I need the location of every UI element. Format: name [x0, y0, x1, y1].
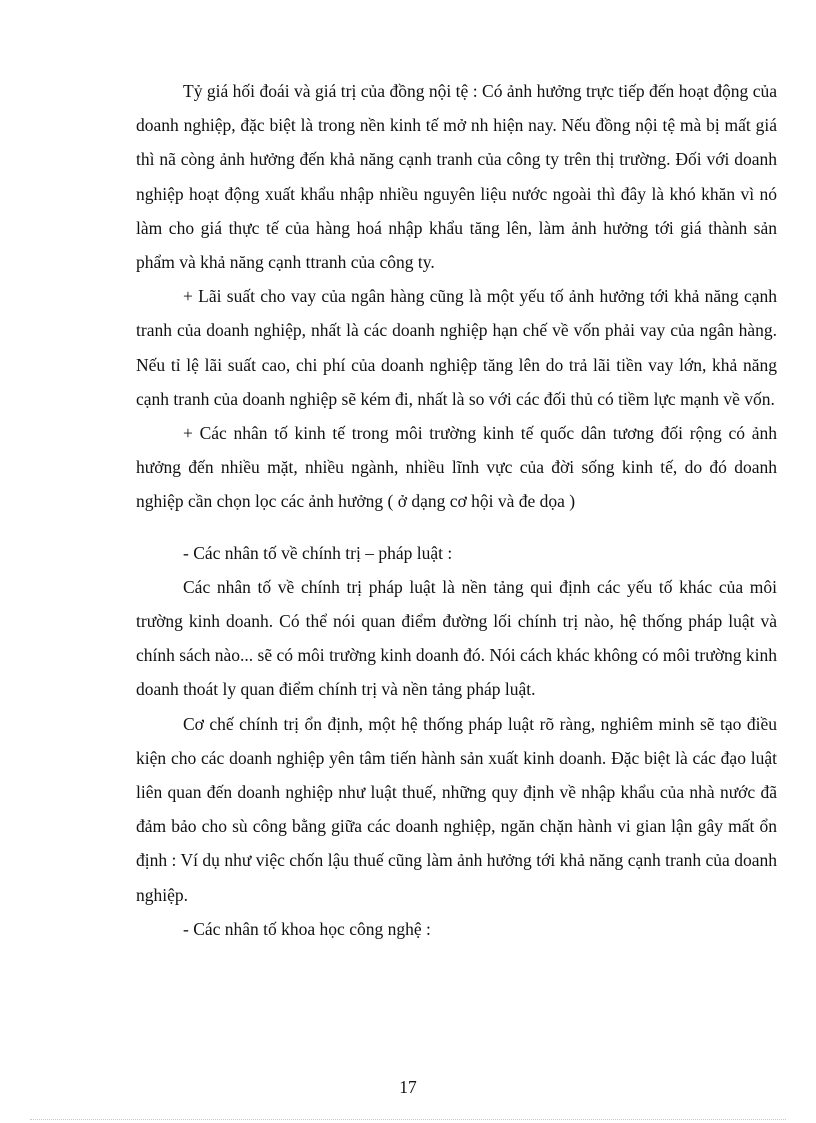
paragraph-exchange-rate: Tỷ giá hối đoái và giá trị của đồng nội tệ : Có ảnh hưởng trực tiếp đến hoạt động của doanh nghiệp, đặc biệt là trong nền kinh tế mở nh hiện nay. Nếu đồng nội tệ mà bị mất giá thì nã còng ảnh hưởng đến khả năng cạnh tranh của công ty trên thị trường. Đối với doanh nghiệp hoạt động xuất khẩu nhập nhiều nguyên liệu nước ngoài thì đây là khó khăn vì nó làm cho giá thực tế của hàng hoá nhập khẩu tăng lên, làm ảnh hưởng tới giá thành sản phẩm và khả năng cạnh ttranh của công ty. — [136, 81, 777, 273]
section-heading-politics-law: - Các nhân tố về chính trị – pháp luật : — [183, 542, 453, 563]
page-number: 17 — [399, 1077, 417, 1097]
paragraph-political-stability: Cơ chế chính trị ổn định, một hệ thống pháp luật rõ ràng, nghiêm minh sẽ tạo điều kiện cho các doanh nghiệp yên tâm tiến hành sản xuất kinh doanh. Đặc biệt là các đạo luật liên quan đến doanh nghiệp như luật thuế, những quy định về nhập khẩu của nhà nước đã đảm bảo cho sù công bằng giữa các doanh nghiệp, ngăn chặn hành vi gian lận gây mất ổn định : Ví dụ như việc chốn lậu thuế cũng làm ảnh hưởng tới khả năng cạnh tranh của doanh nghiệp. — [136, 713, 777, 905]
page-bottom-divider — [30, 1119, 786, 1120]
section-heading-science-technology: - Các nhân tố khoa học công nghệ : — [183, 918, 431, 939]
paragraph-spacer — [136, 519, 777, 536]
paragraph-interest-rate: + Lãi suất cho vay của ngân hàng cũng là một yếu tố ảnh hưởng tới khả năng cạnh tranh của doanh nghiệp, nhất là các doanh nghiệp hạn chế về vốn phải vay của ngân hàng. Nếu tỉ lệ lãi suất cao, chi phí của doanh nghiệp tăng lên do trả lãi tiền vay lớn, khả năng cạnh tranh của doanh nghiệp sẽ kém đi, nhất là so với các đối thủ có tiềm lực mạnh về vốn. — [136, 286, 777, 409]
document-body — [136, 74, 777, 946]
paragraph-politics-law-foundation: Các nhân tố về chính trị pháp luật là nền tảng qui định các yếu tố khác của môi trường kinh doanh. Có thể nói quan điểm đường lối chính trị nào, hệ thống pháp luật và chính sách nào... sẽ có môi trường kinh doanh đó. Nói cách khác không có môi trường kinh doanh thoát ly quan điểm chính trị và nền tảng pháp luật. — [136, 576, 777, 700]
paragraph-economic-factors: + Các nhân tố kinh tế trong môi trường kinh tế quốc dân tương đối rộng có ảnh hưởng đến nhiều mặt, nhiều ngành, nhiều lĩnh vực của đời sống kinh tế, do đó doanh nghiệp cần chọn lọc các ảnh hưởng ( ở dạng cơ hội và đe dọa ) — [136, 423, 777, 512]
